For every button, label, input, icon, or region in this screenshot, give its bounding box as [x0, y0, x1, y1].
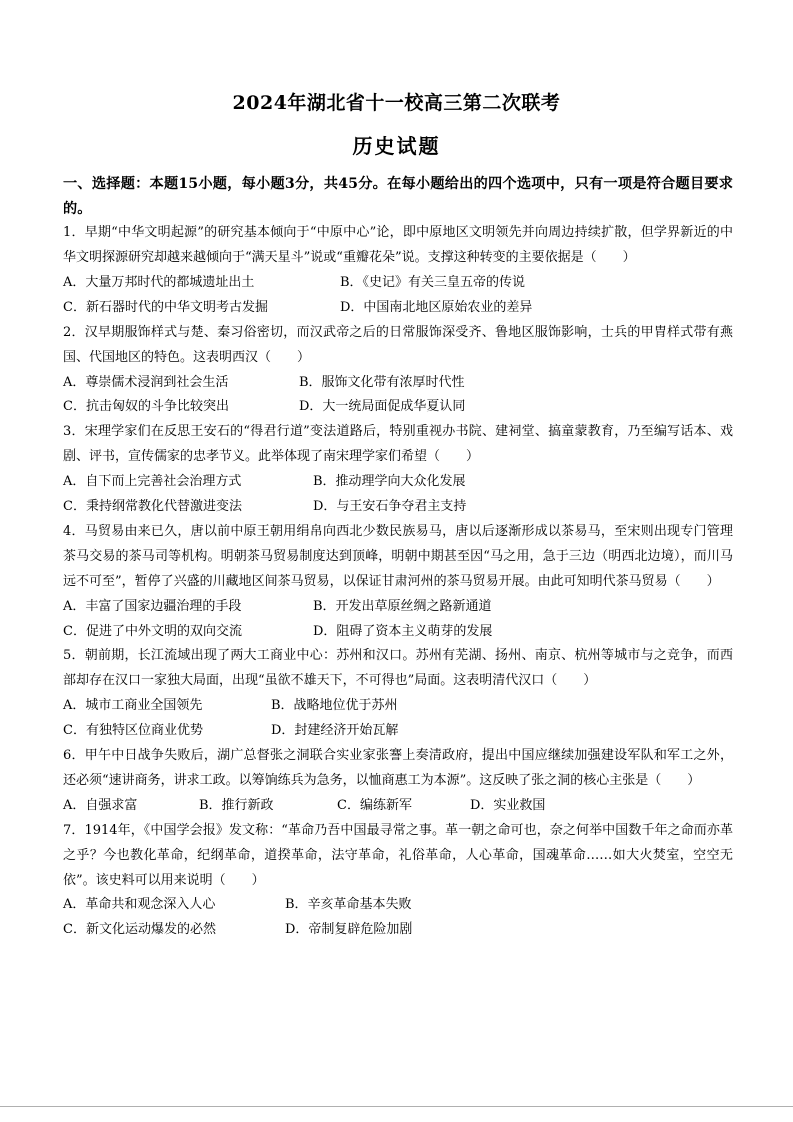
question-3	[63, 420, 733, 520]
option-row	[63, 595, 733, 620]
question-5	[63, 644, 733, 744]
option-a: A．革命共和观念深入人心	[63, 897, 216, 913]
question-6	[63, 744, 733, 819]
option-c: C．新石器时代的中华文明考古发掘	[63, 299, 268, 315]
question-4	[63, 520, 733, 645]
option-row	[63, 271, 733, 296]
option-b: B．开发出草原丝绸之路新通道	[313, 598, 492, 614]
option-row	[63, 296, 733, 321]
option-row	[63, 495, 733, 520]
option-d: D．中国南北地区原始农业的差异	[340, 299, 533, 315]
option-d: D．封建经济开始瓦解	[271, 723, 399, 739]
option-c: C．有独特区位商业优势	[63, 723, 203, 739]
option-d: D．实业救国	[470, 797, 546, 813]
page-bottom-divider	[0, 1106, 793, 1107]
option-a: A．尊崇儒术浸润到社会生活	[63, 374, 229, 390]
exam-subtitle: 历史试题	[352, 134, 441, 158]
question-stem: 5．朝前期，长江流域出现了两大工商业中心：苏州和汉口。苏州有芜湖、扬州、南京、杭州等城市与之竞争，而西部却存在汉口一家独大局面，出现“虽欲不雄天下，不可得也”局面。这表明清代汉口（ ）	[63, 648, 733, 689]
option-row	[63, 893, 733, 918]
option-b: B．《史记》有关三皇五帝的传说	[340, 275, 526, 290]
option-c: C．促进了中外文明的双向交流	[63, 623, 242, 639]
option-row	[63, 470, 733, 495]
option-b: B．推动理学向大众化发展	[313, 474, 466, 490]
option-a: A．大量万邦时代的都城遗址出土	[63, 275, 255, 290]
question-stem: 4．马贸易由来已久，唐以前中原王朝用绢帛向西北少数民族易马，唐以后逐渐形成以茶易马，至宋则出现专门管理茶马交易的茶马司等机构。明朝茶马贸易制度达到顶峰，明朝中期甚至因“马之用，急于三边（明西北边境），而川马远不可至”，暂停了兴盛的川藏地区间茶马贸易，以保证甘肃河州的茶马贸易开展。由此可知明代茶马贸易（ ）	[63, 523, 733, 589]
option-d: D．大一统局面促成华夏认同	[299, 399, 466, 415]
option-row	[63, 371, 733, 396]
question-stem: 3．宋理学家们在反思王安石的“得君行道”变法道路后，特别重视办书院、建祠堂、搞童蒙教育，乃至编写话本、戏剧、评书，宣传儒家的忠孝节义。此举体现了南宋理学家们希望（ ）	[63, 424, 733, 465]
exam-content	[63, 172, 733, 943]
option-c: C．新文化运动爆发的必然	[63, 922, 216, 938]
option-c: C．秉持纲常教化代替激进变法	[63, 499, 242, 515]
option-row	[63, 620, 733, 645]
question-stem: 1．早期“中华文明起源”的研究基本倾向于“中原中心”论，即中原地区文明领先并向周边持续扩散，但学界新近的中华文明探源研究却越来越倾向于“满天星斗”说或“重瓣花朵”说。支撑这种转变的主要依据是（ ）	[63, 225, 733, 266]
option-row	[63, 694, 733, 719]
question-stem: 6．甲午中日战争失败后，湖广总督张之洞联合实业家张謇上奏清政府，提出中国应继续加强建设军队和军工之外，还必须“速讲商务，讲求工政。以筹饷练兵为急务，以恤商惠工为本源”。这反映了张之洞的核心主张是（ ）	[63, 748, 733, 788]
option-b: B．服饰文化带有浓厚时代性	[299, 374, 465, 390]
question-2	[63, 321, 733, 421]
option-a: A．丰富了国家边疆治理的手段	[63, 598, 242, 614]
section-heading: 一、选择题：本题15小题，每小题3分，共45分。在每小题给出的四个选项中，只有一项是符合题目要求的。	[63, 176, 733, 217]
exam-title: 2024年湖北省十一校高三第二次联考	[232, 92, 561, 114]
option-b: B．推行新政	[199, 797, 274, 813]
option-c: C．抗击匈奴的斗争比较突出	[63, 399, 229, 415]
question-1	[63, 221, 733, 321]
question-stem: 2．汉早期服饰样式与楚、秦习俗密切，而汉武帝之后的日常服饰深受齐、鲁地区服饰影响，士兵的甲胄样式带有燕国、代国地区的特色。这表明西汉（ ）	[63, 324, 733, 365]
option-d: D．与王安石争夺君主支持	[313, 499, 467, 515]
option-c: C．编练新军	[337, 797, 412, 813]
option-a: A．自下而上完善社会治理方式	[63, 474, 242, 490]
option-d: D．帝制复辟危险加剧	[285, 922, 413, 938]
question-7	[63, 819, 733, 944]
option-row	[63, 719, 733, 744]
option-a: A．自强求富	[63, 797, 138, 813]
question-stem: 7．1914年，《中国学会报》发文称：“革命乃吾中国最寻常之事。革一朝之命可也，奈之何举中国数千年之命而亦革之乎？今也教化革命，纪纲革命，道揆革命，法守革命，礼俗革命，人心革命，国魂革命……如大火焚室，空空无依”。该史料可以用来说明（ ）	[63, 822, 733, 888]
option-row	[63, 395, 733, 420]
option-b: B．辛亥革命基本失败	[285, 897, 412, 913]
option-row	[63, 794, 733, 819]
option-d: D．阻碍了资本主义萌芽的发展	[313, 623, 493, 639]
option-a: A．城市工商业全国领先	[63, 698, 203, 714]
option-b: B．战略地位优于苏州	[271, 698, 398, 714]
option-row	[63, 918, 733, 943]
